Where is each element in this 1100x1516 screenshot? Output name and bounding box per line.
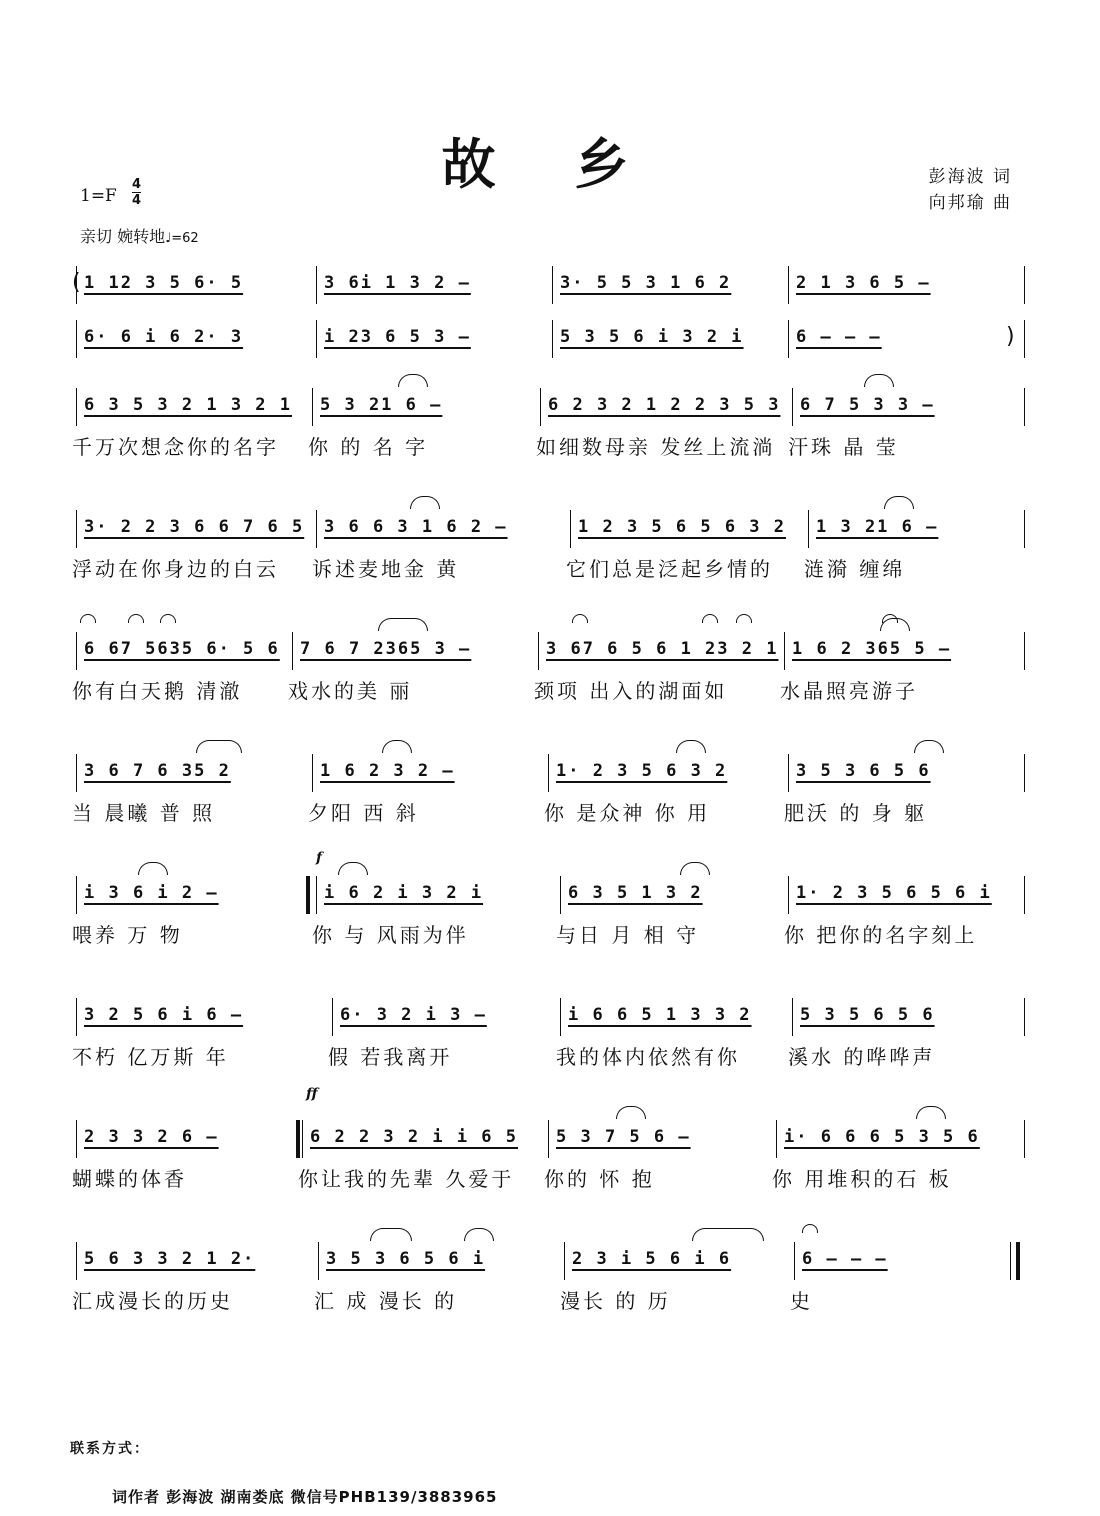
contact-label: 联系方式： [70, 1441, 150, 1457]
measure-notes: i 6 2 i 3 2 i [324, 883, 484, 903]
measure-notes: 1 2 3 5 6 5 6 3 2 [578, 517, 786, 537]
measure-notes: 6 2 2 3 2 i i 6 5 [310, 1127, 518, 1147]
lyric-line: 颈项 出入的湖面如 [534, 679, 728, 703]
slur-mark [914, 740, 944, 753]
measure-notes: 3 6 7 6 35 2 [84, 761, 231, 781]
fermata-mark [128, 614, 144, 623]
measure-notes: 1 6 2 3 2 – [320, 761, 455, 781]
barline [1024, 754, 1025, 792]
repeat-start-sign [306, 876, 310, 914]
lyric-line: 你 与 风雨为伴 [312, 923, 469, 947]
fermata-mark [702, 614, 718, 623]
measure-notes: 6· 3 2 i 3 – [340, 1005, 487, 1025]
repeat-end-sign [296, 1120, 300, 1158]
measure-notes: i· 6 6 6 5 3 5 6 [784, 1127, 980, 1147]
barline [1024, 1120, 1025, 1158]
lyric-line: 汗珠 晶 莹 [788, 435, 899, 459]
measure-notes: 2 3 i 5 6 i 6 [572, 1249, 732, 1269]
measure-notes: i 6 6 5 1 3 3 2 [568, 1005, 752, 1025]
fermata-mark [736, 614, 752, 623]
measure-notes: 6 67 5635 6· 5 6 [84, 639, 280, 659]
barline [1016, 1242, 1020, 1280]
measure-notes: 6 7 5 3 3 – [800, 395, 935, 415]
time-sig-top: 4 [132, 177, 142, 192]
lyric-line: 你 用堆积的石 板 [772, 1167, 952, 1191]
slur-mark [464, 1228, 494, 1241]
lyric-line: 不朽 亿万斯 年 [72, 1045, 229, 1069]
lyric-line: 如细数母亲 发丝上流淌 [536, 435, 776, 459]
measure-notes: 5 3 21 6 – [320, 395, 443, 415]
measure-notes: i 3 6 i 2 – [84, 883, 219, 903]
fermata-mark [802, 1224, 818, 1233]
barline [1024, 632, 1025, 670]
measure-notes: 2 3 3 2 6 – [84, 1127, 219, 1147]
lyric-line: 漫长 的 历 [560, 1289, 671, 1313]
lyric-line: 你让我的先辈 久爱于 [298, 1167, 515, 1191]
tempo-value: ♩=62 [165, 231, 199, 246]
measure-notes: 3 6i 1 3 2 – [324, 273, 471, 293]
lyric-line: 戏水的美 丽 [288, 679, 413, 703]
measure-notes: 3· 2 2 3 6 6 7 6 5 [84, 517, 305, 537]
lyric-line: 你 把你的名字刻上 [784, 923, 978, 947]
measure-notes: 1 3 21 6 – [816, 517, 939, 537]
fermata-mark [572, 614, 588, 623]
barline [1024, 998, 1025, 1036]
barline [1024, 876, 1025, 914]
song-title: 故 乡 [441, 132, 659, 196]
slur-mark [916, 1106, 946, 1119]
measure-notes: 6· 6 i 6 2· 3 [84, 327, 244, 347]
fermata-mark [882, 614, 898, 623]
fermata-mark [160, 614, 176, 623]
measure-notes: 1· 2 3 5 6 3 2 [556, 761, 728, 781]
slur-mark [676, 740, 706, 753]
barline [1024, 320, 1025, 358]
measure-notes: 3 5 3 6 5 6 [796, 761, 931, 781]
contact-line: 词作者 彭海波 湖南娄底 微信号PHB139/3883965 [112, 1488, 498, 1506]
measure-notes: 2 1 3 6 5 – [796, 273, 931, 293]
slur-mark [378, 618, 428, 631]
fermata-mark [80, 614, 96, 623]
measure-notes: 3· 5 5 3 1 6 2 [560, 273, 732, 293]
dynamic-fortissimo: ff [306, 1086, 318, 1102]
lyric-line: 我的体内依然有你 [556, 1045, 740, 1069]
slur-mark [692, 1228, 764, 1241]
lyric-line: 你 是众神 你 用 [544, 801, 711, 825]
barline [1024, 266, 1025, 304]
measure-notes: 6 – – – [796, 327, 882, 347]
measure-notes: 6 3 5 1 3 2 [568, 883, 703, 903]
lyric-line: 蝴蝶的体香 [72, 1167, 187, 1191]
slur-mark [616, 1106, 646, 1119]
measure-notes: 1· 2 3 5 6 5 6 i [796, 883, 992, 903]
measure-notes: 1 12 3 5 6· 5 [84, 273, 244, 293]
lyric-line: 涟漪 缠绵 [804, 557, 906, 581]
lyricist-credit: 彭海波 词 [928, 167, 1012, 187]
slur-mark [370, 1228, 412, 1241]
measure-notes: 6 2 3 2 1 2 2 3 5 3 [548, 395, 781, 415]
lyric-line: 肥沃 的 身 躯 [784, 801, 928, 825]
dynamic-forte: f [316, 850, 323, 866]
lyric-line: 水晶照亮游子 [780, 679, 918, 703]
measure-notes: 5 3 7 5 6 – [556, 1127, 691, 1147]
composer-credit: 向邦瑜 曲 [928, 193, 1012, 213]
lyric-line: 你 的 名 字 [308, 435, 429, 459]
intro-open-paren: ( [72, 270, 81, 295]
lyric-line: 当 晨曦 普 照 [72, 801, 216, 825]
final-barline-thin [1010, 1242, 1011, 1280]
lyric-line: 与日 月 相 守 [556, 923, 700, 947]
lyric-line: 喂养 万 物 [72, 923, 183, 947]
key-signature: 1=F [80, 186, 117, 206]
measure-notes: 5 3 5 6 5 6 [800, 1005, 935, 1025]
lyric-line: 你有白天鹅 清澈 [72, 679, 243, 703]
lyric-line: 溪水 的哗哗声 [788, 1045, 936, 1069]
measure-notes: 3 5 3 6 5 6 i [326, 1249, 486, 1269]
time-sig-bottom: 4 [132, 193, 142, 208]
lyric-line: 你的 怀 抱 [544, 1167, 655, 1191]
measure-notes: 3 67 6 5 6 1 23 2 1 [546, 639, 779, 659]
lyric-line: 夕阳 西 斜 [308, 801, 419, 825]
measure-notes: 1 6 2 365 5 – [792, 639, 952, 659]
lyric-line: 它们总是泛起乡情的 [566, 557, 773, 581]
lyric-line: 汇 成 漫长 的 [314, 1289, 458, 1313]
tempo-marking [80, 224, 199, 247]
slur-mark [196, 740, 242, 753]
measure-notes: 5 3 5 6 i 3 2 i [560, 327, 744, 347]
tempo-text: 亲切 婉转地 [80, 227, 166, 246]
measure-notes: 6 3 5 3 2 1 3 2 1 [84, 395, 292, 415]
measure-notes: 7 6 7 2365 3 – [300, 639, 472, 659]
measure-notes: 6 – – – [802, 1249, 888, 1269]
measure-notes: i 23 6 5 3 – [324, 327, 471, 347]
barline [1024, 510, 1025, 548]
lyric-line: 千万次想念你的名字 [72, 435, 279, 459]
slur-mark [138, 862, 168, 875]
slur-mark [410, 496, 440, 509]
slur-mark [680, 862, 710, 875]
slur-mark [338, 862, 368, 875]
lyric-line: 史 [790, 1289, 813, 1313]
measure-notes: 3 2 5 6 i 6 – [84, 1005, 244, 1025]
measure-notes: 5 6 3 3 2 1 2· [84, 1249, 256, 1269]
slur-mark [382, 740, 412, 753]
lyric-line: 汇成漫长的历史 [72, 1289, 233, 1313]
intro-close-paren: ) [1006, 324, 1015, 349]
lyric-line: 诉述麦地金 黄 [312, 557, 460, 581]
lyric-line: 浮动在你身边的白云 [72, 557, 279, 581]
slur-mark [884, 496, 914, 509]
lyric-line: 假 若我离开 [328, 1045, 453, 1069]
time-signature [132, 178, 141, 207]
barline [1024, 388, 1025, 426]
measure-notes: 3 6 6 3 1 6 2 – [324, 517, 508, 537]
